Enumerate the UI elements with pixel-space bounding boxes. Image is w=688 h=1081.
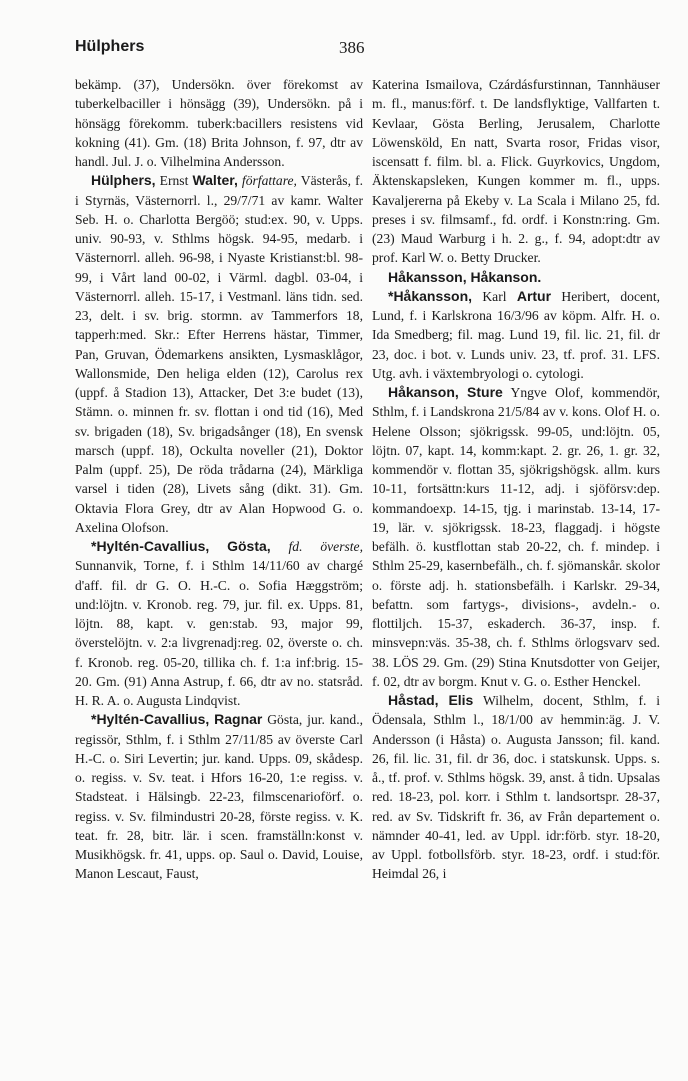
entry-continuation: bekämp. (37), Undersökn. över förekomst av tuberkelbaciller i hönsägg (39), Undersökn. på i hönsägg förekomm. tuberk:bacillers resistens vid kokning (41). Gm. (18) Brita Johnson, f. 97, dtr av handl. Jul. J. o. Vilhelmina Andersson. (75, 77, 363, 169)
entry-hylten-cavallius-ragnar (75, 710, 363, 883)
entry-given-name: Ragnar (214, 711, 263, 728)
left-column (75, 75, 363, 884)
entry-hakansson-artur: *Håkansson, Karl Artur Heribert, docent, Lund, f. i Karlskrona 16/3/96 av köpm. Alfr. H. o. Ida Smedberg; fil. mag. Lund 19, fil. lic. 21, fil. dr 23, doc. i bot. v. Lunds univ. 23, tf. prof. 31. LFS. Utg. avh. i växtembryologi o. cytologi. (372, 287, 660, 381)
running-head: Hülphers (75, 38, 145, 55)
entry-surname: Hülphers, (91, 172, 156, 189)
entry-surname: *Håkansson, (388, 287, 473, 304)
entry-text: Gösta, jur. kand., regissör, Sthlm, f. i Sthlm 27/11/85 av överste Carl H.-C. o. Siri Levertin; jur. kand. Upps. 09, skådesp. o. regiss. v. Sv. teat. i Hfors 16-20, 1:e regiss. v. Stadsteat. i Hälsingb. 22-23, filmscenarioförf. o. regiss. v. Sv. filmindustri 20-28, förste regiss. v. K. teat. fr. 28, bitr. lär. i scen. framställn:konst v. Musikhögsk. fr. 41, upps. op. Saul o. David, Louise, Manon Lescaut, Faust, (75, 712, 363, 882)
section-heading: Håkansson, Håkanson. (388, 268, 542, 285)
page-header (75, 38, 665, 62)
entry-text: Heribert, docent, Lund, f. i Karlskrona 16/3/96 av köpm. Alfr. H. o. Ida Smedberg; fil. mag. Lund 19, fil. lic. 21, fil. dr 23, doc. i bot. v. Lunds univ. 23, tf. prof. 31. LFS. Utg. avh. i växtembryologi o. cytologi. (372, 288, 660, 381)
entry-text: Västerås, f. i Styrnäs, Västernorrl. l., 29/7/71 av kamr. Walter Seb. H. o. Charlotta Bergöö; stud:ex. 90, v. Upps. univ. 90-93, v. Sthlms högsk. 94-95, medarb. i Västernorrl. alleh. 96-98, i Nyaste Kristianst:bl. 98-99, i Vårt land 00-02, i Värml. dagbl. 03-04, i Västernorrl. alleh. 15-17, i Vestmanl. läns tidn. sed. 23, delt. i sv. brig. stormn. av Tammerfors 18, tapperh:med. Skr.: Efter Herrens hästar, Timmer, Pan, Gruvan, Ödemarkens ansikten, Lysmasklågor, Wallonsmide, Den heliga elden (12), Carolus rex (uppf. å Stadion 13), Attacker, Det 3:e budet (13), Stämn. o. minnen fr. sv. flottan i ond tid (16), Med sv. brigaden (18), Sv. brigadsånger (18), En svensk marsch (uppf. 18), Ockulta noveller (21), Doktor Palm (uppf. 25), De röda trådarna (24), Märkliga varsel i tiden (28), Livets sång (dikt. 31). Gm. Oktavia Flora Grey, dtr av Alan Hopwood G. o. Axelina Olofson. (75, 173, 363, 535)
entry-hulphers: Hülphers, Ernst Walter, författare, Västerås, f. i Styrnäs, Västernorrl. l., 29/7/71 av kamr. Walter Seb. H. o. Charlotta Bergöö; stud:ex. 90, v. Upps. univ. 90-93, v. Sthlms högsk. 94-95, medarb. i Västernorrl. alleh. 96-98, i Nyaste Kristianst:bl. 98-99, i Vårt land 00-02, i Värml. dagbl. 03-04, i Västernorrl. alleh. 15-17, i Vestmanl. läns tidn. sed. 23, delt. i sv. brig. stormn. av Tammerfors 18, tapperh:med. Skr.: Efter Herrens hästar, Timmer, Pan, Gruvan, Ödemarkens ansikten, Lysmasklågor, Wallonsmide, Den heliga elden (12), Carolus rex (uppf. å Stadion 13), Attacker, Det 3:e budet (13), Stämn. o. minnen fr. sv. flottan i ond tid (16), Med sv. brigaden (18), Sv. brigadsånger (18), En svensk marsch (uppf. 18), Ockulta noveller (21), Doktor Palm (uppf. 25), De röda trådarna (24), Märkliga varsel i tiden (28), Livets sång (dikt. 31). Gm. Oktavia Flora Grey, dtr av Alan Hopwood G. o. Axelina Olofson. (75, 172, 363, 535)
entry-hakanson-sture (372, 383, 660, 691)
entry-surname: *Hyltén-Cavallius, (91, 538, 210, 554)
right-column (372, 75, 660, 884)
entry-occupation: författare, (237, 173, 297, 189)
entry-surname: Håstad, (388, 692, 439, 708)
entry-given-name: Sture (467, 384, 503, 400)
entry-given-name: Gösta, (227, 538, 271, 554)
entry-hylten-cavallius-gosta (75, 537, 363, 710)
entry-surname: *Hyltén-Cavallius, (91, 711, 210, 728)
entry-hastad-elis (372, 691, 660, 884)
page-number: 386 (339, 38, 365, 57)
entry-given-name: Walter, (192, 172, 238, 189)
entry-surname: Håkanson, (388, 384, 459, 400)
entry-text: Sunnanvik, Torne, f. i Sthlm 14/11/60 av chargé d'aff. fil. dr G. O. H.-C. o. Sofia Hæggström; und:löjtn. v. Kronob. reg. 79, jur. fil. ex. Upps. 81, löjtn. 88, kapt. v. gen:stab. 93, major 99, överstelöjtn. v. 2:a livgrenadj:reg. 02, överste o. ch. f. Kronob. reg. 05-20, tillika ch. f. 1:a inf:brig. 15-20. Gm. (91) Anna Astrup, f. 66, dtr av no. statsråd. H. R. A. o. Augusta Lindqvist. (75, 558, 363, 708)
entry-text: Yngve Olof, kommendör, Sthlm, f. i Landskrona 21/5/84 av v. kons. Olof H. o. Helene Olsson; sjökrigssk. 99-05, und:löjtn. 05, löjtn. 07, kapt. 14, komm:kapt. 2. gr. 26, 1. gr. 32, kommendör v. flottan 35, sjökrigshögsk. allm. kurs 10-11, fortsättn:kurs 11-12, adj. i sjöförsv:dep. kommandoexp. 14-15, tjg. i marinstab. 13-14, 17-19, lär. v. sjökrigssk. 18-23, flaggadj. i högste befälh. ö. kustflottan stab 20-22, ch. f. mindep. i Sthlm 25-29, kasernbefälh., ch. f. sjömanskår. skolor o. förste adj. h. stationsbefälh. i Karlskr. 29-34, befattn. som fartygs-, divisions-, avdeln.- o. flottiljch. 15-37, eskaderch. 36-37, insp. f. minsvepn:väs. 35-38, ch. f. Sthlms örlogsvarv sed. 38. LÖS 29. Gm. (29) Stina Knutsdotter von Geijer, f. 02, dtr av borgm. Knut v. G. o. Esther Henckel. (372, 385, 660, 689)
entry-continuation: Katerina Ismailova, Czárdásfurstinnan, Tannhäuser m. fl., manus:förf. t. De landsflyktige, Vallfarten t. Kevlaar, Gösta Berling, Jerusalem, Charlotte Löwensköld, En natt, Svarta rosor, Fridas visor, iscensatt f. film. bl. a. Flick. Guyrkovics, Ungdom, Äktenskapsleken, Kungen kommer m. fl., upps. Kavaljererna på Ekeby v. La Scala i Milano 25, fd. preses i sv. filmsamf., fd. ordf. i Konstn:ring. Gm. (23) Maud Warburg i h. 2. g., f. 94, adopt:dtr av prof. Karl W. o. Betty Drucker. (372, 77, 660, 266)
entry-given-name: Artur (516, 287, 552, 304)
entry-text: Wilhelm, docent, Sthlm, f. i Ödensala, Sthlm l., 18/1/00 av hemmin:äg. J. V. Andersson (i Håsta) o. Augusta Jansson; fil. kand. 26, fil. lic. 31, fil. dr 36, doc. i statskunsk. Upps. s. å., tf. prof. v. Sthlms högsk. 39, anst. å tidn. Upsalas red. 18-23, pol. korr. i Sthlm t. landsortspr. 28-37, red. av Sv. Tidskrift fr. 36, av Från departement o. nämnder 40-41, led. av Uppl. idr:förb. styr. 18-20, av Uppl. fotbollsförb. styr. 18-23, ordf. i stud:för. Heimdal 26, i (372, 693, 660, 882)
entry-occupation: fd. överste, (270, 539, 363, 554)
entry-given-name: Elis (448, 692, 474, 708)
